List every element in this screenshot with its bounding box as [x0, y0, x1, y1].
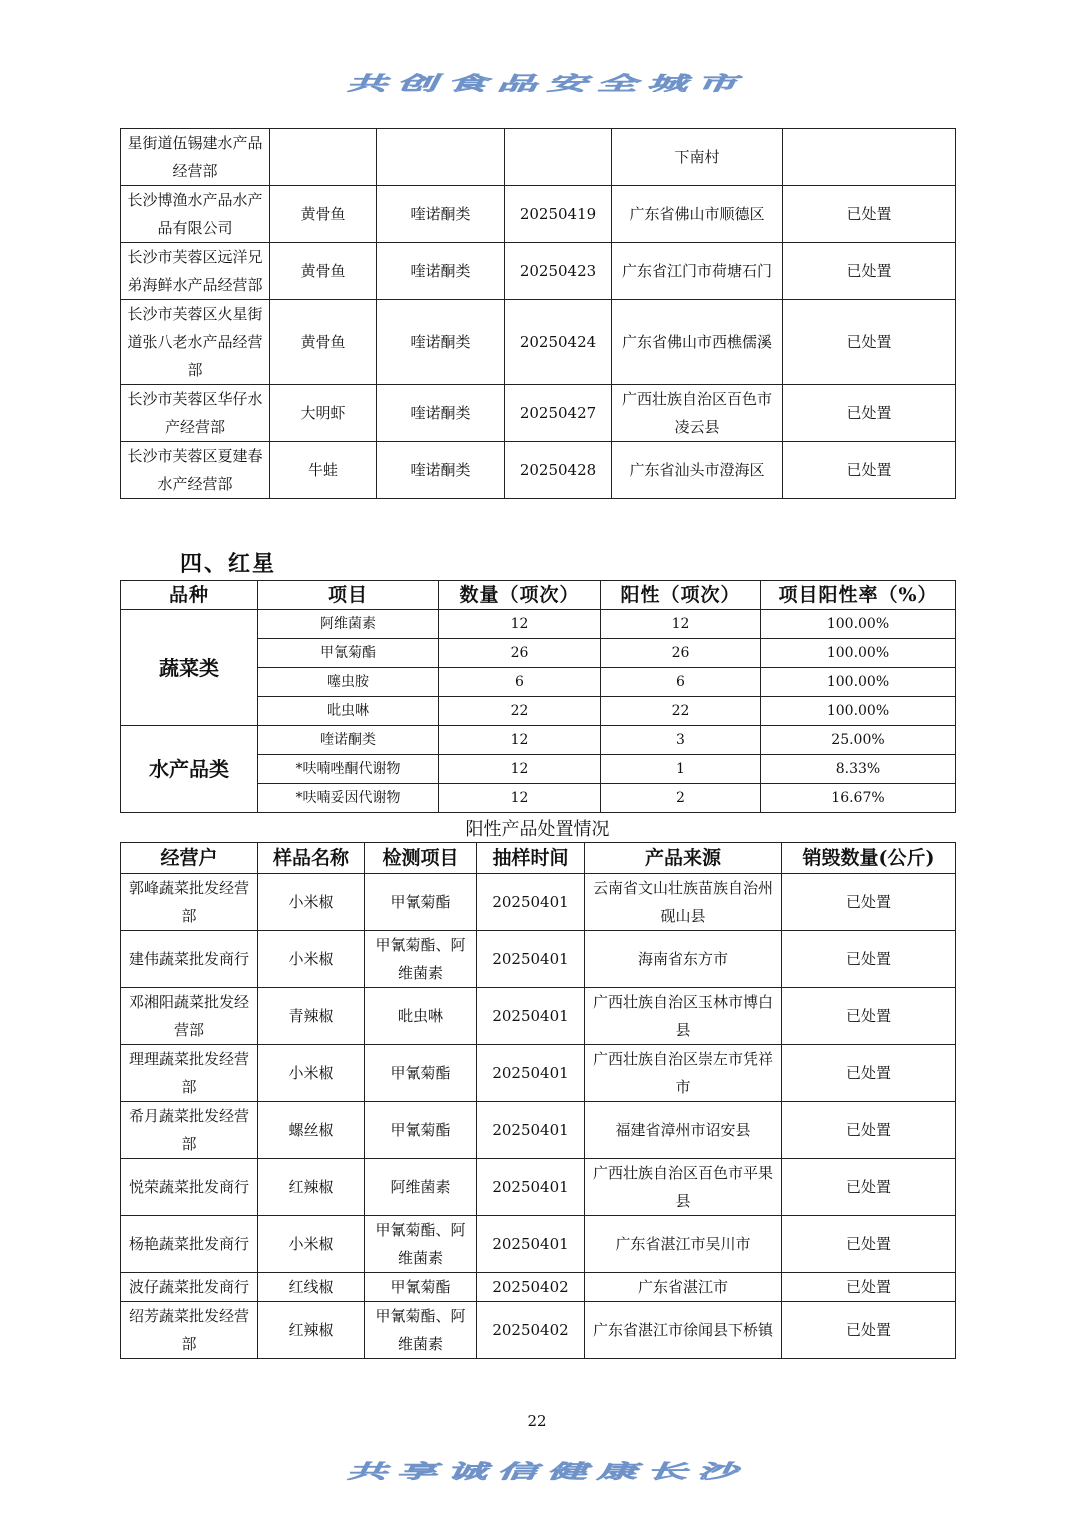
table-row	[121, 610, 956, 639]
table-cell: 已处置	[782, 1159, 956, 1216]
table-cell: 长沙博渔水产品水产品有限公司	[121, 186, 270, 243]
column-header: 品种	[121, 581, 258, 610]
header-banner: 共创食品安全城市	[344, 72, 756, 96]
table-cell: 100.00%	[761, 668, 956, 697]
table-cell: 100.00%	[761, 610, 956, 639]
table-cell: 下南村	[612, 129, 783, 186]
table-cell: 20250401	[477, 1102, 585, 1159]
table-cell: 20250401	[477, 1216, 585, 1273]
table-cell: 喹诺酮类	[377, 300, 505, 385]
table-cell: 广西壮族自治区百色市平果县	[585, 1159, 782, 1216]
table-cell: 25.00%	[761, 726, 956, 755]
table-cell: 12	[439, 726, 601, 755]
table-row	[121, 243, 956, 300]
table-row	[121, 1273, 956, 1302]
table-cell: 100.00%	[761, 697, 956, 726]
table-cell: 20250402	[477, 1273, 585, 1302]
table-row	[121, 988, 956, 1045]
table-cell: 长沙市芙蓉区华仔水产经营部	[121, 385, 270, 442]
summary-table	[120, 580, 956, 813]
table-cell: 甲氰菊酯	[365, 1273, 477, 1302]
table-cell: 甲氰菊酯	[365, 1045, 477, 1102]
table-cell: 广东省湛江市	[585, 1273, 782, 1302]
table-cell: 阿维菌素	[258, 610, 439, 639]
table-cell: 甲氰菊酯、阿维菌素	[365, 1302, 477, 1359]
table-cell: 20250401	[477, 1159, 585, 1216]
table-cell: 噻虫胺	[258, 668, 439, 697]
table-cell: 广东省江门市荷塘石门	[612, 243, 783, 300]
table-cell: 20250401	[477, 988, 585, 1045]
table-cell: 阿维菌素	[365, 1159, 477, 1216]
table-cell: 喹诺酮类	[377, 385, 505, 442]
table-cell: 喹诺酮类	[258, 726, 439, 755]
table-cell: *呋喃唑酮代谢物	[258, 755, 439, 784]
table-cell: 广东省佛山市西樵儒溪	[612, 300, 783, 385]
table-cell: 已处置	[782, 1045, 956, 1102]
section-title: 四、红星	[180, 551, 277, 577]
table-cell: 青辣椒	[258, 988, 365, 1045]
table-cell: 已处置	[782, 1273, 956, 1302]
table-cell: 26	[439, 639, 601, 668]
table-cell: 广东省汕头市澄海区	[612, 442, 783, 499]
table-cell: 100.00%	[761, 639, 956, 668]
column-header: 数量（项次）	[439, 581, 601, 610]
table-cell: 20250401	[477, 874, 585, 931]
table-row	[121, 385, 956, 442]
table-cell: *呋喃妥因代谢物	[258, 784, 439, 813]
table-cell: 悦荣蔬菜批发商行	[121, 1159, 258, 1216]
table-cell: 波仔蔬菜批发商行	[121, 1273, 258, 1302]
category-cell: 蔬菜类	[121, 610, 258, 726]
table-cell: 12	[601, 610, 761, 639]
sampling-table-continued	[120, 128, 956, 499]
table-cell: 长沙市芙蓉区远洋兄弟海鲜水产品经营部	[121, 243, 270, 300]
table-cell: 已处置	[782, 988, 956, 1045]
table-cell	[783, 129, 956, 186]
table-row	[121, 931, 956, 988]
table-cell	[377, 129, 505, 186]
table-cell: 吡虫啉	[365, 988, 477, 1045]
table-cell: 26	[601, 639, 761, 668]
column-header: 抽样时间	[477, 843, 585, 874]
table-cell: 20250401	[477, 1045, 585, 1102]
table-cell: 邓湘阳蔬菜批发经营部	[121, 988, 258, 1045]
table-cell: 已处置	[782, 1102, 956, 1159]
table-row	[121, 1102, 956, 1159]
table-cell: 郭峰蔬菜批发经营部	[121, 874, 258, 931]
column-header: 阳性（项次）	[601, 581, 761, 610]
column-header: 项目	[258, 581, 439, 610]
table-row	[121, 1159, 956, 1216]
column-header: 检测项目	[365, 843, 477, 874]
table-cell: 螺丝椒	[258, 1102, 365, 1159]
table-cell: 黄骨鱼	[270, 300, 377, 385]
table-cell: 1	[601, 755, 761, 784]
table-row	[121, 1302, 956, 1359]
table-cell: 广东省湛江市徐闻县下桥镇	[585, 1302, 782, 1359]
table-row	[121, 874, 956, 931]
table-cell: 3	[601, 726, 761, 755]
table-cell: 星街道伍锡建水产品经营部	[121, 129, 270, 186]
table-cell: 红辣椒	[258, 1302, 365, 1359]
table-cell: 6	[439, 668, 601, 697]
table-cell: 广东省佛山市顺德区	[612, 186, 783, 243]
table-cell: 20250402	[477, 1302, 585, 1359]
table-cell: 喹诺酮类	[377, 442, 505, 499]
table-row	[121, 300, 956, 385]
table-cell: 甲氰菊酯	[365, 874, 477, 931]
column-header: 样品名称	[258, 843, 365, 874]
table-cell: 已处置	[783, 243, 956, 300]
table-cell: 甲氰菊酯、阿维菌素	[365, 931, 477, 988]
table-cell: 小米椒	[258, 1045, 365, 1102]
table-cell: 2	[601, 784, 761, 813]
table-row	[121, 442, 956, 499]
table-cell: 20250419	[505, 186, 612, 243]
table-row	[121, 129, 956, 186]
table-cell	[505, 129, 612, 186]
table-cell: 已处置	[782, 1302, 956, 1359]
table-cell: 黄骨鱼	[270, 186, 377, 243]
column-header: 项目阳性率（%）	[761, 581, 956, 610]
table-cell: 长沙市芙蓉区火星街道张八老水产品经营部	[121, 300, 270, 385]
table-cell: 广东省湛江市吴川市	[585, 1216, 782, 1273]
table-cell: 建伟蔬菜批发商行	[121, 931, 258, 988]
table-cell: 20250423	[505, 243, 612, 300]
table-cell: 已处置	[783, 385, 956, 442]
column-header: 经营户	[121, 843, 258, 874]
table-cell: 12	[439, 784, 601, 813]
table-cell: 云南省文山壮族苗族自治州砚山县	[585, 874, 782, 931]
column-header: 产品来源	[585, 843, 782, 874]
table-cell: 16.67%	[761, 784, 956, 813]
table-cell: 广西壮族自治区崇左市凭祥市	[585, 1045, 782, 1102]
footer-banner: 共享诚信健康长沙	[344, 1460, 756, 1484]
page-number: 22	[527, 1412, 547, 1430]
table-cell: 希月蔬菜批发经营部	[121, 1102, 258, 1159]
table-row	[121, 186, 956, 243]
table-cell: 广西壮族自治区玉林市博白县	[585, 988, 782, 1045]
table-cell: 20250428	[505, 442, 612, 499]
table-cell: 海南省东方市	[585, 931, 782, 988]
table-cell: 甲氰菊酯、阿维菌素	[365, 1216, 477, 1273]
table-cell: 已处置	[783, 442, 956, 499]
table-cell: 12	[439, 755, 601, 784]
table-row	[121, 1216, 956, 1273]
table-cell: 黄骨鱼	[270, 243, 377, 300]
table-cell: 福建省漳州市诏安县	[585, 1102, 782, 1159]
table-cell: 20250401	[477, 931, 585, 988]
category-cell: 水产品类	[121, 726, 258, 813]
table-cell	[270, 129, 377, 186]
disposal-table	[120, 842, 956, 1359]
table-cell: 喹诺酮类	[377, 243, 505, 300]
table-cell: 小米椒	[258, 931, 365, 988]
table-cell: 广西壮族自治区百色市凌云县	[612, 385, 783, 442]
table-cell: 绍芳蔬菜批发经营部	[121, 1302, 258, 1359]
table-cell: 理理蔬菜批发经营部	[121, 1045, 258, 1102]
table-cell: 8.33%	[761, 755, 956, 784]
table-cell: 小米椒	[258, 1216, 365, 1273]
table-cell: 22	[601, 697, 761, 726]
table-caption: 阳性产品处置情况	[465, 819, 610, 840]
table-cell: 吡虫啉	[258, 697, 439, 726]
table-cell: 红线椒	[258, 1273, 365, 1302]
table-cell: 大明虾	[270, 385, 377, 442]
table-cell: 杨艳蔬菜批发商行	[121, 1216, 258, 1273]
table-cell: 已处置	[782, 931, 956, 988]
column-header: 销毁数量(公斤)	[782, 843, 956, 874]
table-cell: 甲氰菊酯	[365, 1102, 477, 1159]
table-cell: 20250427	[505, 385, 612, 442]
table-cell: 已处置	[782, 874, 956, 931]
table-cell: 长沙市芙蓉区夏建春水产经营部	[121, 442, 270, 499]
table-cell: 12	[439, 610, 601, 639]
table-cell: 已处置	[782, 1216, 956, 1273]
table-row	[121, 726, 956, 755]
table-cell: 22	[439, 697, 601, 726]
table-cell: 红辣椒	[258, 1159, 365, 1216]
table-cell: 喹诺酮类	[377, 186, 505, 243]
table-cell: 6	[601, 668, 761, 697]
table-cell: 已处置	[783, 300, 956, 385]
table-cell: 小米椒	[258, 874, 365, 931]
table-row	[121, 1045, 956, 1102]
table-cell: 甲氰菊酯	[258, 639, 439, 668]
table-cell: 牛蛙	[270, 442, 377, 499]
table-cell: 20250424	[505, 300, 612, 385]
table-cell: 已处置	[783, 186, 956, 243]
